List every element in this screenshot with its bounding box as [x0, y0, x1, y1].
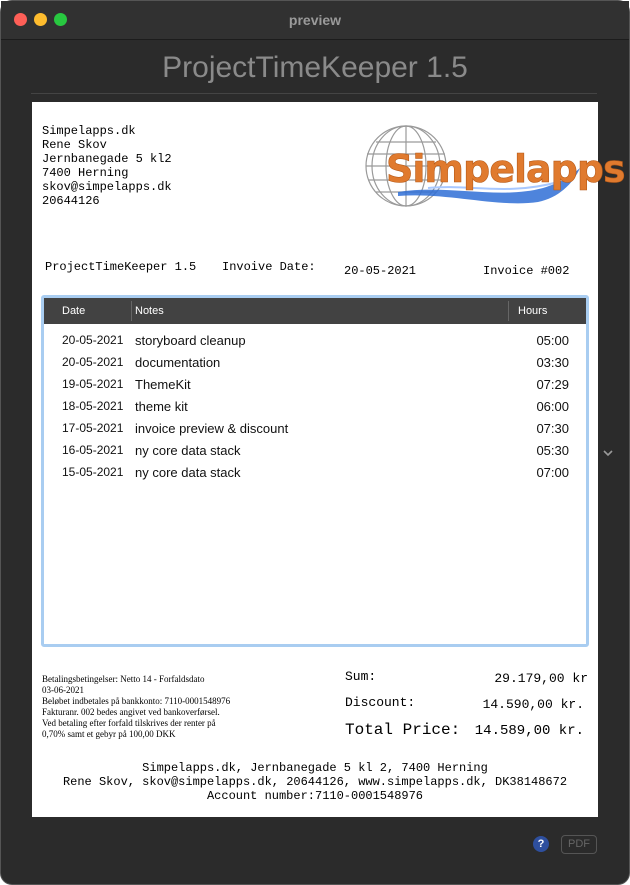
table-row[interactable]: [44, 374, 586, 396]
total-price-value: 14.589,00 kr.: [474, 723, 584, 739]
table-row[interactable]: [44, 352, 586, 374]
row-date: 15-05-2021: [62, 465, 124, 479]
footer-line: Account number:7110-0001548976: [206, 789, 424, 803]
sender-line: Rene Skov: [42, 138, 107, 152]
invoice-app-name: ProjectTimeKeeper 1.5: [45, 260, 197, 274]
invoice-number: Invoice #002: [483, 264, 570, 278]
table-row[interactable]: [44, 440, 586, 462]
discount-label: Discount:: [345, 695, 416, 710]
payment-terms: Betalingsbetingelser: Netto 14 - Forfaldsdato 03-06-2021 Beløbet indbetales på bankkonto: 7110-0001548976 Fakturanr. 002 bedes angivet ved bankoverførsel. Ved betaling efter forfald tilskrives der renter på 0,70% samt et gebyr på 100,00 DKK: [42, 674, 231, 739]
logo-text: Simpelapps: [386, 147, 625, 191]
row-note: ThemeKit: [135, 377, 191, 392]
column-divider[interactable]: [508, 301, 509, 321]
hours-table[interactable]: [41, 295, 589, 647]
row-hours: 05:30: [536, 443, 569, 458]
chevron-down-icon[interactable]: [601, 446, 615, 460]
invoice-page: [32, 102, 625, 817]
invoice-footer: [32, 761, 598, 803]
sender-line: 20644126: [42, 194, 100, 208]
pdf-button[interactable]: PDF: [561, 835, 597, 854]
table-row[interactable]: [44, 330, 586, 352]
help-icon: ?: [537, 838, 545, 850]
simpelapps-logo: [358, 122, 625, 212]
row-note: ny core data stack: [135, 465, 241, 480]
sender-line: Jernbanegade 5 kl2: [42, 152, 172, 166]
invoice-date-label: Invoive Date:: [222, 260, 316, 274]
table-row[interactable]: [44, 462, 586, 484]
row-note: theme kit: [135, 399, 188, 414]
sum-label: Sum:: [345, 669, 377, 684]
row-date: 20-05-2021: [62, 355, 124, 369]
row-date: 20-05-2021: [62, 333, 124, 347]
row-hours: 03:30: [536, 355, 569, 370]
discount-value: 14.590,00 kr.: [482, 697, 584, 712]
row-date: 17-05-2021: [62, 421, 124, 435]
column-divider[interactable]: [131, 301, 132, 321]
sum-value: 29.179,00 kr: [494, 671, 588, 686]
table-header: [44, 298, 586, 324]
row-hours: 07:29: [536, 377, 569, 392]
footer-line: Rene Skov, skov@simpelapps.dk, 20644126, www.simpelapps.dk, DK38148672: [62, 775, 568, 789]
table-row[interactable]: [44, 396, 586, 418]
sender-line: Simpelapps.dk: [42, 124, 136, 138]
row-note: invoice preview & discount: [135, 421, 289, 436]
sender-line: 7400 Herning: [42, 166, 129, 180]
row-date: 16-05-2021: [62, 443, 124, 457]
column-header-notes[interactable]: Notes: [135, 305, 164, 317]
row-note: ny core data stack: [135, 443, 241, 458]
window-title: preview: [288, 12, 342, 28]
sender-line: skov@simpelapps.dk: [42, 180, 172, 194]
row-hours: 07:30: [536, 421, 569, 436]
column-header-hours[interactable]: Hours: [518, 305, 548, 317]
row-date: 18-05-2021: [62, 399, 124, 413]
row-note: documentation: [135, 355, 221, 370]
footer-line: Simpelapps.dk, Jernbanegade 5 kl 2, 7400 Herning: [142, 761, 488, 775]
app-title: ProjectTimeKeeper 1.5: [162, 51, 468, 84]
table-row[interactable]: [44, 418, 586, 440]
invoice-date: 20-05-2021: [344, 264, 417, 278]
help-button[interactable]: [533, 836, 549, 852]
row-note: storyboard cleanup: [135, 333, 246, 348]
row-hours: 05:00: [536, 333, 569, 348]
sender-address: [42, 124, 172, 208]
title-divider: [31, 93, 597, 94]
row-hours: 07:00: [536, 465, 569, 480]
total-price-label: Total Price:: [345, 721, 461, 739]
column-header-date[interactable]: Date: [62, 305, 86, 317]
row-hours: 06:00: [536, 399, 569, 414]
title-bar: [1, 1, 629, 40]
row-date: 19-05-2021: [62, 377, 124, 391]
